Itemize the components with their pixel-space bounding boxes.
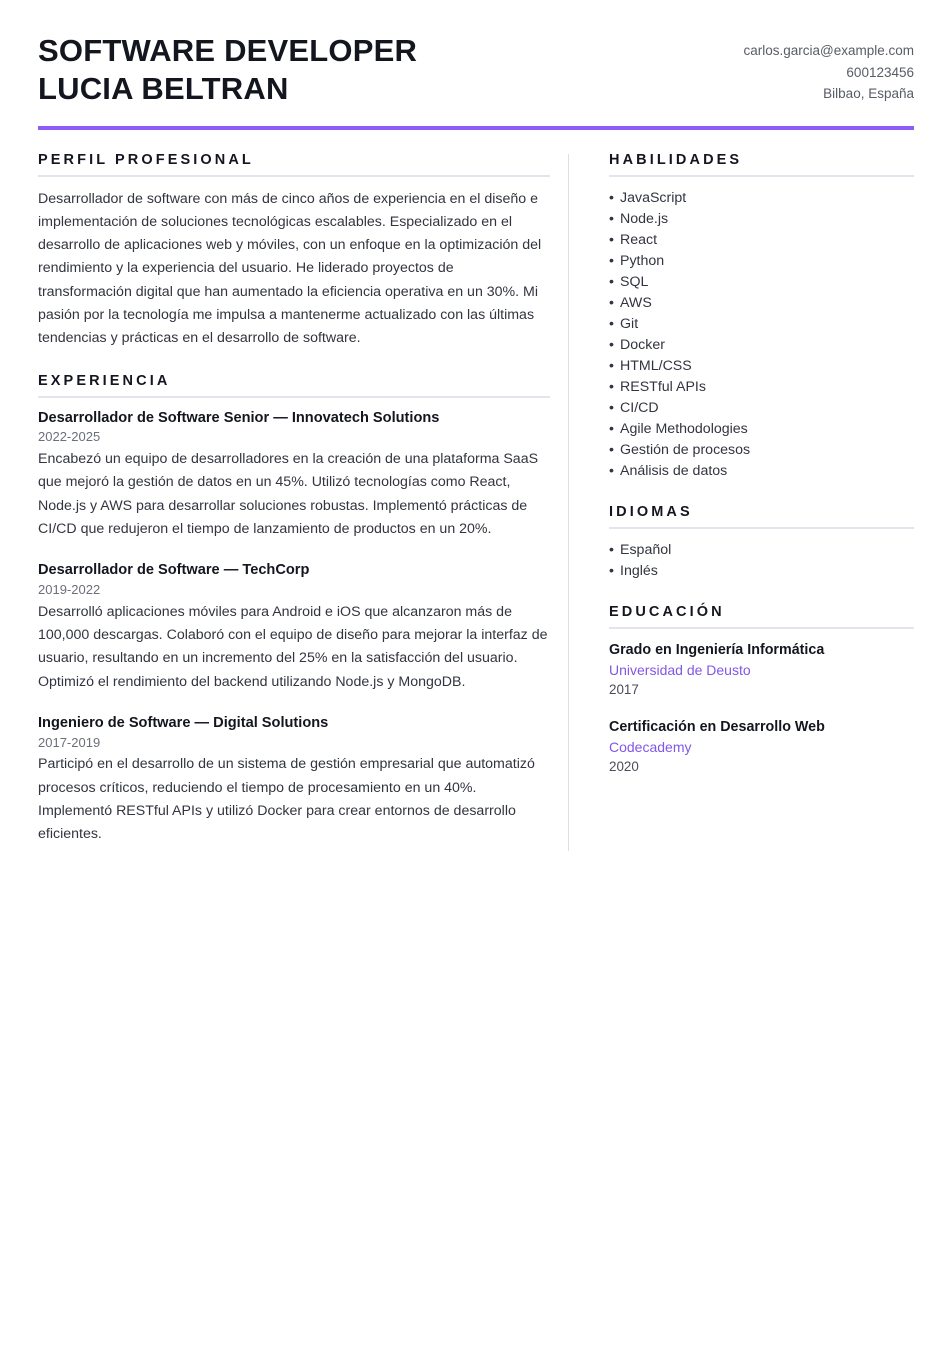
section-rule [609, 627, 914, 629]
list-item: • AWS [609, 293, 914, 314]
education-school[interactable]: Universidad de Deusto [609, 661, 751, 678]
experience-item [38, 561, 550, 694]
list-item: • Python [609, 251, 914, 272]
experience-item [38, 714, 550, 847]
education-year: 2017 [609, 682, 639, 698]
education-school[interactable]: Codecademy [609, 738, 692, 755]
resume-content [0, 130, 952, 851]
section-skills [609, 152, 914, 482]
education-item [609, 717, 914, 777]
education-degree: Certificación en Desarrollo Web [609, 718, 825, 735]
section-rule [609, 175, 914, 177]
list-item: • Node.js [609, 209, 914, 230]
section-profile [38, 152, 550, 351]
contact-block [743, 32, 914, 105]
page-title-line-2: LUCIA BELTRAN [38, 70, 289, 106]
job-description: Desarrolló aplicaciones móviles para Android e iOS que alcanzaron más de 100,000 descargas. Colaboró con el equipo de diseño para mejorar la interfaz de usuario, resultando en un incremento del 25% en la satisfacción del usuario. Optimizó el rendimiento del backend utilizando Node.js y MongoDB. [38, 603, 548, 690]
section-heading-skills: HABILIDADES [609, 151, 743, 168]
list-item: • RESTful APIs [609, 377, 914, 398]
section-languages [609, 504, 914, 582]
list-item: • CI/CD [609, 398, 914, 419]
section-heading-education: EDUCACIÓN [609, 603, 725, 620]
list-item: • React [609, 230, 914, 251]
job-dates: 2017-2019 [38, 734, 101, 750]
section-heading-languages: IDIOMAS [609, 503, 693, 520]
experience-item [38, 409, 550, 542]
contact-location: Bilbao, España [823, 86, 914, 102]
languages-list [609, 540, 914, 582]
page-title-line-1: SOFTWARE DEVELOPER [38, 33, 418, 68]
list-item: • Análisis de datos [609, 461, 914, 482]
section-heading-profile: PERFIL PROFESIONAL [38, 151, 254, 168]
job-title: Desarrollador de Software Senior — Innovatech Solutions [38, 409, 440, 426]
section-heading-experience: EXPERIENCIA [38, 372, 171, 389]
list-item: • Español [609, 540, 914, 561]
education-item [609, 640, 914, 700]
list-item: • Gestión de procesos [609, 440, 914, 461]
education-degree: Grado en Ingeniería Informática [609, 641, 825, 658]
left-column [38, 130, 568, 851]
job-dates: 2019-2022 [38, 581, 101, 597]
list-item: • Inglés [609, 561, 914, 582]
skills-list [609, 188, 914, 482]
list-item: • JavaScript [609, 188, 914, 209]
job-description: Participó en el desarrollo de un sistema de gestión empresarial que automatizó procesos críticos, reduciendo el tiempo de procesamiento en un 40%. Implementó RESTful APIs y utilizó Docker para crear entornos de desarrollo eficientes. [38, 756, 535, 843]
job-title: Desarrollador de Software — TechCorp [38, 562, 310, 579]
job-dates: 2022-2025 [38, 429, 101, 445]
list-item: • HTML/CSS [609, 356, 914, 377]
list-item: • Git [609, 314, 914, 335]
profile-text: Desarrollador de software con más de cinco años de experiencia en el diseño e implementación de soluciones tecnológicas escalables. Especializado en el desarrollo de aplicaciones web y móviles, con un enfoque en la optimización del rendimiento y la experiencia del usuario. He liderado proyectos de transformación digital que han aumentado la eficiencia operativa en un 30%. Mi pasión por la tecnología me impulsa a mantenerme actualizado con las últimas tendencias y prácticas en el desarrollo de software. [38, 190, 542, 347]
contact-phone[interactable]: 600123456 [846, 64, 914, 80]
list-item: • Docker [609, 335, 914, 356]
section-rule [38, 175, 550, 177]
job-title: Ingeniero de Software — Digital Solutions [38, 714, 329, 731]
name-block [38, 32, 417, 108]
section-rule [38, 396, 550, 398]
list-item: • SQL [609, 272, 914, 293]
job-description: Encabezó un equipo de desarrolladores en la creación de una plataforma SaaS que mejoró la gestión de datos en un 45%. Utilizó tecnologías como React, Node.js y AWS para desarrollar soluciones robustas. Implementó prácticas de CI/CD que redujeron el tiempo de lanzamiento de productos en un 20%. [38, 451, 539, 537]
list-item: • Agile Methodologies [609, 419, 914, 440]
section-experience [38, 373, 550, 847]
section-rule [609, 527, 914, 529]
education-year: 2020 [609, 758, 639, 774]
contact-email[interactable]: carlos.garcia@example.com [743, 43, 914, 58]
section-education [609, 604, 914, 777]
resume-header [0, 0, 952, 108]
right-column [569, 130, 914, 781]
